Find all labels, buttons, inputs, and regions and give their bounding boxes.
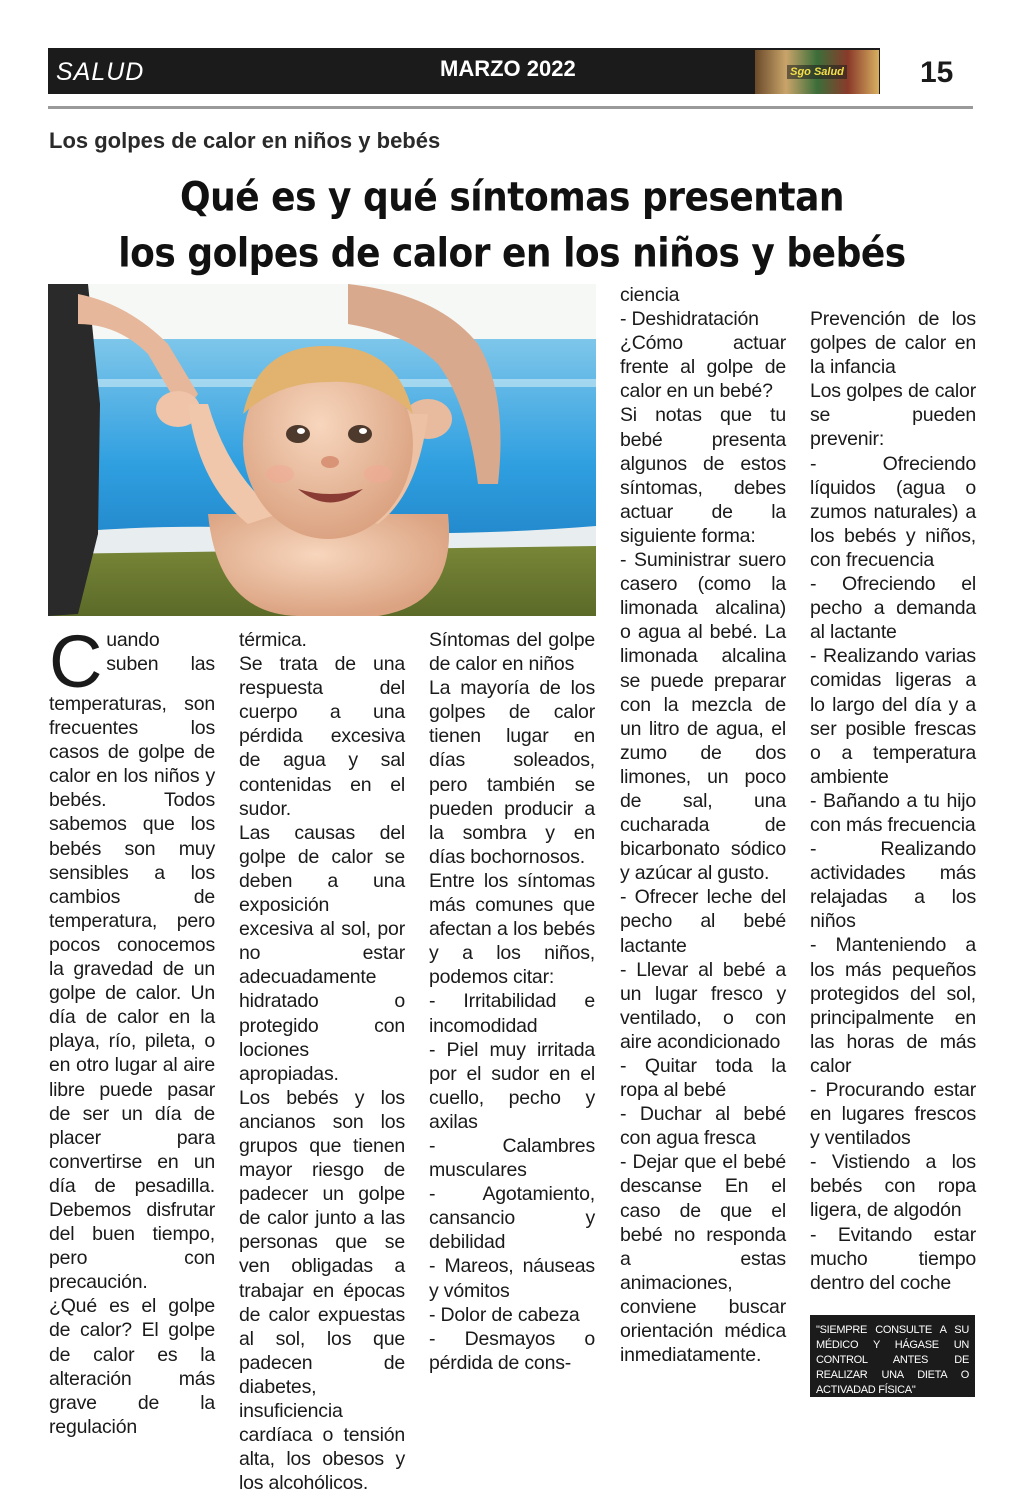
- col1-paragraph: uando suben las temperaturas, son frecuentes los casos de golpe de calor en los niños y bebés. Todos sabemos que los bebés son muy sensibles a los cambios de temperatura, pero pocos conocemos la gravedad de un golpe de calor. Un día de calor en la playa, río, pileta, o en otro lugar al aire libre puede pasar de ser un día de placer para convertirse en un día de pesadilla. Debemos disfrutar del buen tiempo, pero con precaución.: [49, 629, 215, 1294]
- symptom-item: - Desmayos o pérdida de cons-: [429, 1327, 595, 1374]
- symptom-item: - Deshidratación: [620, 308, 759, 331]
- subheading-prevention: Prevención de los golpes de calor en la infancia: [810, 308, 976, 379]
- prevention-item: - Evitando estar mucho tiempo dentro del coche: [810, 1223, 976, 1294]
- baby-photo: [48, 284, 596, 616]
- symptom-item: - Mareos, náuseas y vómitos: [429, 1255, 595, 1302]
- col3-paragraph: Entre los síntomas más comunes que afectan a los bebés y a los niños, podemos citar:: [429, 869, 595, 989]
- col5-paragraph: Los golpes de calor se pueden prevenir:: [810, 380, 976, 451]
- prevention-item: - Bañando a tu hijo con más frecuencia: [810, 789, 976, 836]
- article-headline: [48, 170, 976, 282]
- symptom-item: - Agotamiento, cansancio y debilidad: [429, 1183, 595, 1254]
- col3-paragraph: La mayoría de los golpes de calor tienen lugar en días soleados, pero también se pueden producir a la sombra y en días bochornosos.: [429, 677, 595, 868]
- col2-paragraph: Se trata de una respuesta del cuerpo a una pérdida excesiva de agua y sal contenidas en el sudor.: [239, 653, 405, 820]
- page-number: 15: [920, 56, 954, 89]
- action-item: - Duchar al bebé con agua fresca: [620, 1103, 786, 1150]
- medical-notice-text: "SIEMPRE CONSULTE A SU MÉDICO Y HÁGASE UN CONTROL ANTES DE REALIZAR UNA DIETA O ACTIVADAD FÍSICA": [816, 1324, 969, 1396]
- baby-photo-illustration: [48, 284, 596, 616]
- action-item: - Llevar al bebé a un lugar fresco y ventilado, o con aire acondicionado: [620, 958, 786, 1053]
- prevention-item: - Vistiendo a los bebés con ropa ligera, de algodón: [810, 1151, 976, 1222]
- subheading-symptoms: Síntomas del golpe de calor en niños: [429, 629, 595, 676]
- magazine-logo: [755, 50, 879, 94]
- prevention-item: - Manteniendo a los más pequeños protegidos del sol, principalmente en las horas de más calor: [810, 934, 976, 1077]
- section-label: SALUD: [56, 58, 145, 86]
- prevention-item: - Ofreciendo líquidos (agua o zumos naturales) a los bebés y niños, con frecuencia: [810, 452, 976, 571]
- action-item: - Ofrecer leche del pecho al bebé lactante: [620, 886, 786, 957]
- col2-paragraph: Los bebés y los ancianos son los grupos que tienen mayor riesgo de padecer un golpe de calor junto a las personas que se ven obligadas a trabajar en épocas de calor expuestas al sol, los que padecen de diabetes, insuficiencia cardíaca o tensión alta, los obesos y los alcohólicos.: [239, 1086, 405, 1495]
- column-1: [49, 620, 215, 1439]
- headline-line-2: los golpes de calor en los niños y bebés: [118, 230, 906, 277]
- action-item: - Suministrar suero casero (como la limonada alcalina) o agua al bebé. La limonada alcalina se puede preparar con la mezcla de un litro de agua, el zumo de dos limones, un poco de sal, una cucharada de bicarbonato sódico y azúcar al gusto.: [620, 549, 786, 885]
- column-5: [810, 307, 976, 1295]
- symptom-item: - Calambres musculares: [429, 1134, 595, 1182]
- prevention-item: - Realizando actividades más relajadas a los niños: [810, 838, 976, 933]
- col2-paragraph: térmica.: [239, 629, 307, 651]
- col1-paragraph: ¿Qué es el golpe de calor? El golpe de calor es la alteración más grave de la regulación: [49, 1295, 215, 1438]
- column-4: [620, 283, 786, 1367]
- symptom-item: - Irritabilidad e incomodidad: [429, 990, 595, 1037]
- symptom-item: - Dolor de cabeza: [429, 1303, 580, 1326]
- action-item: - Quitar toda la ropa al bebé: [620, 1055, 786, 1102]
- prevention-item: - Procurando estar en lugares frescos y ventilados: [810, 1079, 976, 1150]
- col4-paragraph: ciencia: [620, 284, 680, 306]
- logo-text: Sgo Salud: [787, 65, 847, 79]
- article-kicker: Los golpes de calor en niños y bebés: [49, 128, 441, 153]
- subheading-how-to-act: ¿Cómo actuar frente al golpe de calor en un bebé?: [620, 332, 786, 403]
- col4-paragraph: Si notas que tu bebé presenta algunos de estos síntomas, debes actuar de la siguiente forma:: [620, 404, 786, 547]
- headline-line-1: Qué es y qué síntomas presentan: [179, 174, 845, 221]
- symptom-item: - Piel muy irritada por el sudor en el cuello, pecho y axilas: [429, 1038, 595, 1133]
- col2-paragraph: Las causas del golpe de calor se deben a una exposición excesiva al sol, por no estar adecuadamente hidratado o protegido con lociones apropiadas.: [239, 821, 405, 1085]
- column-2: [239, 628, 405, 1495]
- prevention-item: - Ofreciendo el pecho a demanda al lactante: [810, 573, 976, 644]
- issue-date: MARZO 2022: [440, 56, 576, 81]
- action-item: - Dejar que el bebé descanse En el caso de que el bebé no responda a estas animaciones, conviene buscar orientación médica inmediatamente.: [620, 1151, 786, 1367]
- column-3: [429, 628, 595, 1375]
- medical-notice-box: [810, 1315, 975, 1397]
- header-rule: [48, 106, 973, 109]
- drop-cap: C: [49, 620, 103, 703]
- prevention-item: - Realizando varias comidas ligeras a lo largo del día y a ser posible frescas o a temperatura ambiente: [810, 645, 976, 788]
